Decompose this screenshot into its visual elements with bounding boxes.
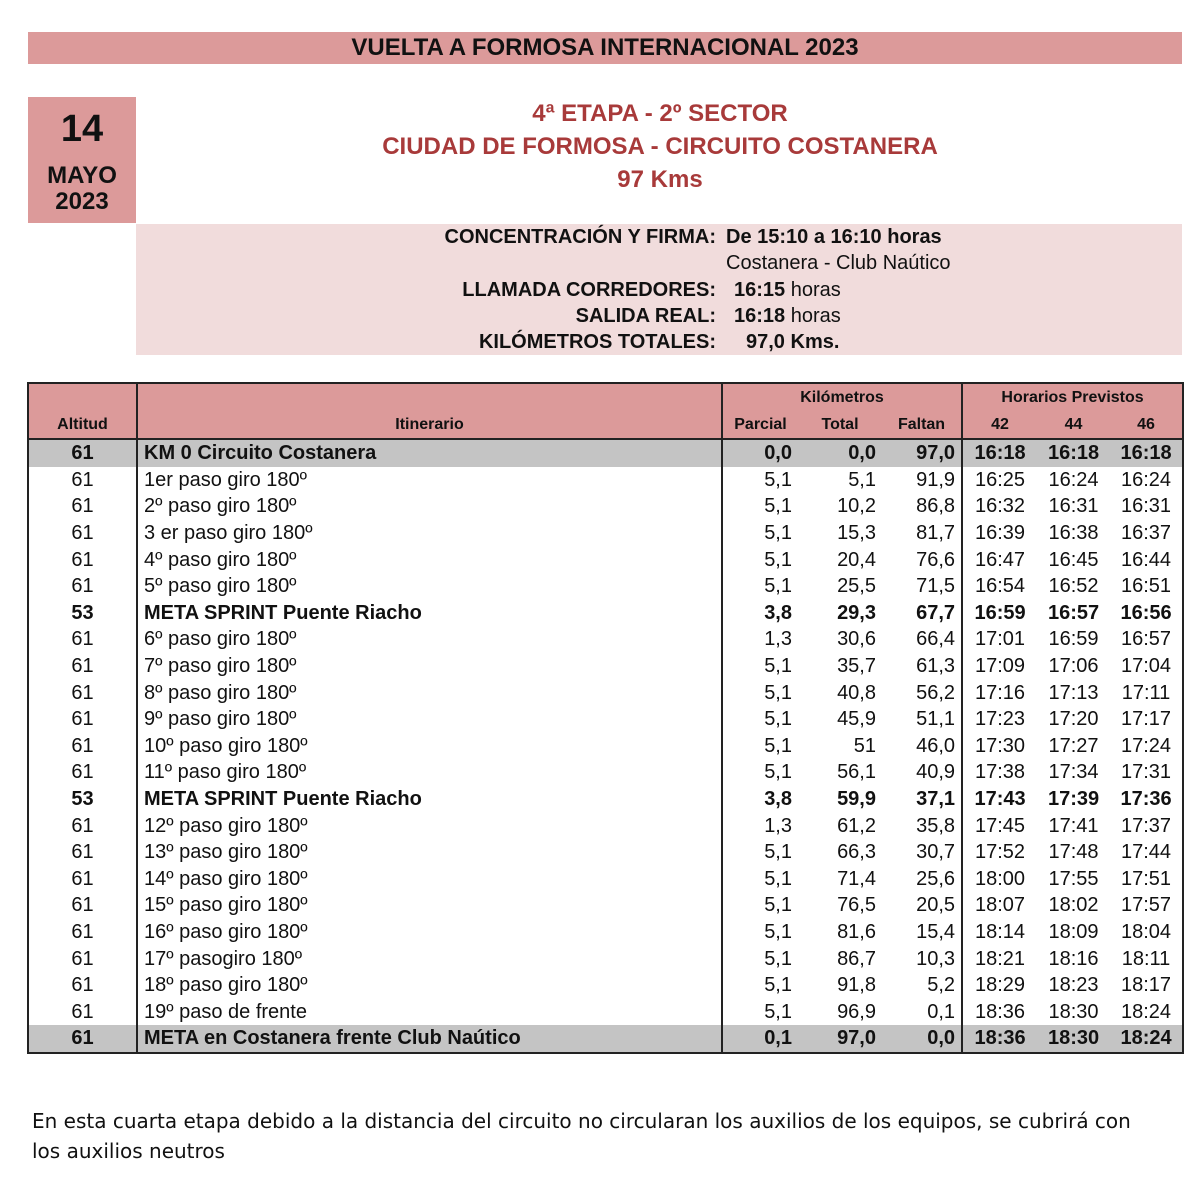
cell-faltan: 97,0 <box>882 439 962 467</box>
cell-parcial: 5,1 <box>764 522 792 545</box>
cell-h42: 16:18 <box>962 439 1037 467</box>
concentracion-label: CONCENTRACIÓN Y FIRMA: <box>444 226 716 248</box>
table-row <box>28 839 1183 866</box>
cell-h46: 16:37 <box>1110 520 1183 547</box>
cell-total: 86,7 <box>837 947 876 970</box>
cell-h44: 17:34 <box>1048 761 1099 784</box>
cell-h42: 17:01 <box>975 628 1026 651</box>
cell-h44: 16:57 <box>1047 601 1100 624</box>
cell-altitud: 61 <box>28 706 137 733</box>
km-total-unit: Kms. <box>790 331 840 353</box>
cell-total: 30,6 <box>837 628 876 651</box>
cell-h44: 16:18 <box>1037 439 1110 467</box>
cell-altitud: 61 <box>28 866 137 893</box>
cell-itinerario: 11º paso giro 180º <box>137 759 722 786</box>
cell-parcial: 5,1 <box>764 1000 792 1023</box>
table-row <box>28 600 1183 627</box>
cell-h44: 16:31 <box>1048 495 1099 518</box>
cell-itinerario: 5º paso giro 180º <box>137 573 722 600</box>
itinerary-body <box>28 439 1183 1053</box>
cell-total: 91,8 <box>837 974 876 997</box>
cell-h44: 17:41 <box>1048 814 1099 837</box>
cell-h42: 18:29 <box>975 974 1026 997</box>
table-row <box>28 439 1183 467</box>
cell-total: 29,3 <box>837 601 876 624</box>
cell-total: 59,9 <box>837 788 876 811</box>
cell-h46: 17:57 <box>1110 892 1183 919</box>
cell-altitud: 61 <box>28 998 137 1025</box>
cell-itinerario: 18º paso giro 180º <box>137 972 722 999</box>
cell-h42: 18:36 <box>962 1025 1037 1053</box>
table-row <box>28 998 1183 1025</box>
cell-altitud: 61 <box>28 812 137 839</box>
cell-h44: 17:20 <box>1048 708 1099 731</box>
cell-h42: 17:45 <box>975 814 1026 837</box>
cell-h46: 16:31 <box>1110 493 1183 520</box>
table-row <box>28 706 1183 733</box>
cell-h44: 18:30 <box>1037 1025 1110 1053</box>
cell-h44: 16:59 <box>1048 628 1099 651</box>
cell-parcial: 0,1 <box>722 1025 798 1053</box>
cell-total: 81,6 <box>837 920 876 943</box>
cell-itinerario: 14º paso giro 180º <box>137 866 722 893</box>
cell-parcial: 5,1 <box>764 841 792 864</box>
llamada-unit: horas <box>790 279 841 301</box>
salida-time: 16:18 <box>734 305 786 327</box>
cell-h46: 17:31 <box>1110 759 1183 786</box>
cell-faltan: 91,9 <box>882 467 962 494</box>
cell-h42: 16:47 <box>975 548 1026 571</box>
cell-altitud: 61 <box>28 626 137 653</box>
llamada-label: LLAMADA CORREDORES: <box>462 279 716 301</box>
table-row <box>28 653 1183 680</box>
cell-h42: 17:16 <box>975 681 1026 704</box>
cell-itinerario: 19º paso de frente <box>137 998 722 1025</box>
table-row <box>28 892 1183 919</box>
cell-faltan: 5,2 <box>882 972 962 999</box>
cell-total: 71,4 <box>837 867 876 890</box>
cell-faltan: 15,4 <box>882 919 962 946</box>
cell-itinerario: 15º paso giro 180º <box>137 892 722 919</box>
cell-itinerario: META en Costanera frente Club Naútico <box>137 1025 722 1053</box>
cell-faltan: 20,5 <box>882 892 962 919</box>
cell-h44: 16:24 <box>1048 468 1099 491</box>
table-row <box>28 759 1183 786</box>
cell-faltan: 0,0 <box>882 1025 962 1053</box>
header-spacer-itinerario <box>137 383 722 411</box>
cell-faltan: 30,7 <box>882 839 962 866</box>
cell-faltan: 37,1 <box>882 786 962 813</box>
cell-itinerario: 7º paso giro 180º <box>137 653 722 680</box>
cell-h42: 17:43 <box>974 788 1026 811</box>
cell-h44: 17:27 <box>1048 734 1099 757</box>
cell-h46: 17:04 <box>1110 653 1183 680</box>
table-row <box>28 919 1183 946</box>
cell-altitud: 61 <box>28 892 137 919</box>
cell-h44: 17:55 <box>1048 867 1099 890</box>
table-row <box>28 493 1183 520</box>
cell-h46: 16:57 <box>1110 626 1183 653</box>
header-spacer-altitud <box>28 383 137 411</box>
cell-faltan: 66,4 <box>882 626 962 653</box>
cell-parcial: 5,1 <box>764 575 792 598</box>
cell-altitud: 61 <box>28 493 137 520</box>
cell-h46: 16:18 <box>1110 439 1183 467</box>
cell-total: 76,5 <box>837 894 876 917</box>
cell-faltan: 76,6 <box>882 546 962 573</box>
cell-total: 15,3 <box>837 522 876 545</box>
cell-total: 5,1 <box>848 468 876 491</box>
header-h42: 42 <box>962 411 1037 439</box>
table-row <box>28 866 1183 893</box>
concentracion-value <box>726 224 942 250</box>
cell-itinerario: 6º paso giro 180º <box>137 626 722 653</box>
cell-itinerario: 8º paso giro 180º <box>137 679 722 706</box>
stage-info-box <box>136 224 1182 355</box>
cell-altitud: 61 <box>28 945 137 972</box>
cell-altitud: 61 <box>28 439 137 467</box>
cell-h42: 17:23 <box>975 708 1026 731</box>
cell-parcial: 3,8 <box>764 788 792 811</box>
cell-h46: 18:04 <box>1110 919 1183 946</box>
cell-h46: 17:11 <box>1110 679 1183 706</box>
cell-parcial: 5,1 <box>764 974 792 997</box>
cell-faltan: 86,8 <box>882 493 962 520</box>
itinerary-table <box>27 382 1184 1054</box>
cell-itinerario: 4º paso giro 180º <box>137 546 722 573</box>
cell-h46: 17:44 <box>1110 839 1183 866</box>
cell-h42: 18:21 <box>975 947 1026 970</box>
cell-h46: 16:56 <box>1110 600 1183 627</box>
header-itinerario: Itinerario <box>137 411 722 439</box>
cell-h46: 18:11 <box>1110 945 1183 972</box>
cell-faltan: 0,1 <box>882 998 962 1025</box>
cell-total: 45,9 <box>837 708 876 731</box>
cell-total: 56,1 <box>837 761 876 784</box>
cell-altitud: 61 <box>28 520 137 547</box>
table-row <box>28 467 1183 494</box>
cell-h42: 18:07 <box>975 894 1026 917</box>
table-row <box>28 812 1183 839</box>
cell-altitud: 53 <box>28 600 137 627</box>
cell-h44: 18:09 <box>1048 920 1099 943</box>
cell-parcial: 5,1 <box>764 947 792 970</box>
cell-altitud: 61 <box>28 972 137 999</box>
date-day: 14 <box>60 108 104 150</box>
cell-altitud: 61 <box>28 839 137 866</box>
cell-parcial: 5,1 <box>764 708 792 731</box>
cell-parcial: 1,3 <box>764 628 792 651</box>
cell-faltan: 46,0 <box>882 733 962 760</box>
cell-parcial: 5,1 <box>764 495 792 518</box>
cell-altitud: 61 <box>28 919 137 946</box>
cell-itinerario: 10º paso giro 180º <box>137 733 722 760</box>
header-faltan: Faltan <box>882 411 962 439</box>
date-year: 2023 <box>55 188 109 215</box>
cell-total: 20,4 <box>837 548 876 571</box>
table-row <box>28 546 1183 573</box>
cell-total: 25,5 <box>837 575 876 598</box>
cell-total: 40,8 <box>837 681 876 704</box>
cell-h44: 18:16 <box>1048 947 1099 970</box>
cell-itinerario: 9º paso giro 180º <box>137 706 722 733</box>
cell-total: 10,2 <box>837 495 876 518</box>
header-group-horarios: Horarios Previstos <box>962 383 1183 411</box>
cell-h46: 18:24 <box>1110 1025 1183 1053</box>
cell-h42: 16:54 <box>975 575 1026 598</box>
cell-itinerario: 3 er paso giro 180º <box>137 520 722 547</box>
cell-h46: 16:44 <box>1110 546 1183 573</box>
salida-unit: horas <box>790 305 841 327</box>
stage-distance: 97 Kms <box>617 166 703 193</box>
table-row <box>28 520 1183 547</box>
cell-altitud: 61 <box>28 679 137 706</box>
cell-h44: 16:52 <box>1048 575 1099 598</box>
cell-h42: 17:30 <box>975 734 1026 757</box>
table-row <box>28 786 1183 813</box>
cell-parcial: 5,1 <box>764 920 792 943</box>
cell-itinerario: 13º paso giro 180º <box>137 839 722 866</box>
footnote: En esta cuarta etapa debido a la distancia del circuito no circularan los auxilios de los equipos, se cubrirá con los auxilios neutros <box>32 1109 1131 1163</box>
cell-h46: 17:36 <box>1110 786 1183 813</box>
cell-itinerario: 12º paso giro 180º <box>137 812 722 839</box>
table-row <box>28 573 1183 600</box>
date-month: MAYO <box>47 162 117 189</box>
cell-total: 96,9 <box>837 1000 876 1023</box>
cell-altitud: 61 <box>28 733 137 760</box>
cell-h42: 18:36 <box>975 1000 1026 1023</box>
cell-parcial: 5,1 <box>764 734 792 757</box>
cell-parcial: 5,1 <box>764 548 792 571</box>
cell-h44: 18:23 <box>1048 974 1099 997</box>
header-total: Total <box>798 411 882 439</box>
cell-itinerario: META SPRINT Puente Riacho <box>137 600 722 627</box>
cell-altitud: 61 <box>28 546 137 573</box>
cell-itinerario: META SPRINT Puente Riacho <box>137 786 722 813</box>
salida-label: SALIDA REAL: <box>575 305 716 327</box>
cell-h44: 18:02 <box>1048 894 1099 917</box>
cell-parcial: 5,1 <box>764 655 792 678</box>
stage-date-box <box>28 97 136 223</box>
km-total-number: 97,0 <box>746 331 785 353</box>
cell-parcial: 1,3 <box>764 814 792 837</box>
cell-itinerario: 2º paso giro 180º <box>137 493 722 520</box>
cell-parcial: 0,0 <box>722 439 798 467</box>
concentracion-place: Costanera - Club Naútico <box>726 252 951 274</box>
cell-h46: 18:17 <box>1110 972 1183 999</box>
table-row <box>28 733 1183 760</box>
cell-h44: 17:06 <box>1048 655 1099 678</box>
cell-total: 0,0 <box>798 439 882 467</box>
cell-h42: 18:14 <box>975 920 1026 943</box>
cell-h44: 16:45 <box>1048 548 1099 571</box>
cell-h44: 18:30 <box>1048 1000 1099 1023</box>
header-group-km: Kilómetros <box>722 383 962 411</box>
cell-h42: 17:52 <box>975 841 1026 864</box>
cell-faltan: 35,8 <box>882 812 962 839</box>
cell-h46: 16:24 <box>1110 467 1183 494</box>
header-parcial: Parcial <box>722 411 798 439</box>
table-row <box>28 945 1183 972</box>
cell-parcial: 5,1 <box>764 761 792 784</box>
cell-faltan: 81,7 <box>882 520 962 547</box>
cell-faltan: 61,3 <box>882 653 962 680</box>
cell-faltan: 40,9 <box>882 759 962 786</box>
cell-h44: 16:38 <box>1048 522 1099 545</box>
cell-h46: 16:51 <box>1110 573 1183 600</box>
llamada-value <box>734 277 841 303</box>
cell-itinerario: 17º pasogiro 180º <box>137 945 722 972</box>
cell-h42: 17:09 <box>975 655 1026 678</box>
cell-faltan: 51,1 <box>882 706 962 733</box>
cell-altitud: 61 <box>28 759 137 786</box>
cell-parcial: 3,8 <box>764 601 792 624</box>
cell-total: 51 <box>853 734 876 757</box>
header-h46: 46 <box>1110 411 1183 439</box>
km-total-label: KILÓMETROS TOTALES: <box>478 331 716 353</box>
table-row <box>28 1025 1183 1053</box>
cell-itinerario: 16º paso giro 180º <box>137 919 722 946</box>
salida-value <box>734 303 841 329</box>
cell-faltan: 56,2 <box>882 679 962 706</box>
llamada-time: 16:15 <box>734 279 786 301</box>
table-row <box>28 626 1183 653</box>
cell-h46: 17:17 <box>1110 706 1183 733</box>
table-row <box>28 679 1183 706</box>
cell-parcial: 5,1 <box>764 681 792 704</box>
table-row <box>28 972 1183 999</box>
cell-itinerario: KM 0 Circuito Costanera <box>137 439 722 467</box>
cell-faltan: 25,6 <box>882 866 962 893</box>
cell-h44: 17:39 <box>1047 788 1100 811</box>
cell-altitud: 61 <box>28 1025 137 1053</box>
cell-total: 61,2 <box>837 814 876 837</box>
stage-route: CIUDAD DE FORMOSA - CIRCUITO COSTANERA <box>382 133 938 160</box>
stage-number: 4ª ETAPA - 2º SECTOR <box>532 100 788 127</box>
cell-h42: 18:00 <box>975 867 1026 890</box>
header-h44: 44 <box>1037 411 1110 439</box>
cell-faltan: 67,7 <box>882 600 962 627</box>
cell-total: 97,0 <box>798 1025 882 1053</box>
cell-h46: 18:24 <box>1110 998 1183 1025</box>
header-altitud: Altitud <box>28 411 137 439</box>
cell-altitud: 61 <box>28 467 137 494</box>
cell-altitud: 61 <box>28 573 137 600</box>
cell-h42: 16:39 <box>975 522 1026 545</box>
cell-h46: 17:37 <box>1110 812 1183 839</box>
event-title-banner: VUELTA A FORMOSA INTERNACIONAL 2023 <box>28 32 1182 64</box>
cell-itinerario: 1er paso giro 180º <box>137 467 722 494</box>
cell-total: 66,3 <box>837 841 876 864</box>
cell-faltan: 10,3 <box>882 945 962 972</box>
cell-faltan: 71,5 <box>882 573 962 600</box>
km-total-value <box>746 329 839 355</box>
cell-h42: 17:38 <box>975 761 1026 784</box>
cell-h46: 17:24 <box>1110 733 1183 760</box>
cell-parcial: 5,1 <box>764 894 792 917</box>
concentracion-time: De 15:10 a 16:10 horas <box>726 226 942 248</box>
cell-h42: 16:25 <box>975 468 1026 491</box>
cell-h42: 16:32 <box>975 495 1026 518</box>
cell-altitud: 53 <box>28 786 137 813</box>
cell-h44: 17:13 <box>1048 681 1099 704</box>
cell-h46: 17:51 <box>1110 866 1183 893</box>
cell-h44: 17:48 <box>1048 841 1099 864</box>
cell-total: 35,7 <box>837 655 876 678</box>
cell-h42: 16:59 <box>974 601 1026 624</box>
cell-altitud: 61 <box>28 653 137 680</box>
cell-parcial: 5,1 <box>764 867 792 890</box>
cell-parcial: 5,1 <box>764 468 792 491</box>
